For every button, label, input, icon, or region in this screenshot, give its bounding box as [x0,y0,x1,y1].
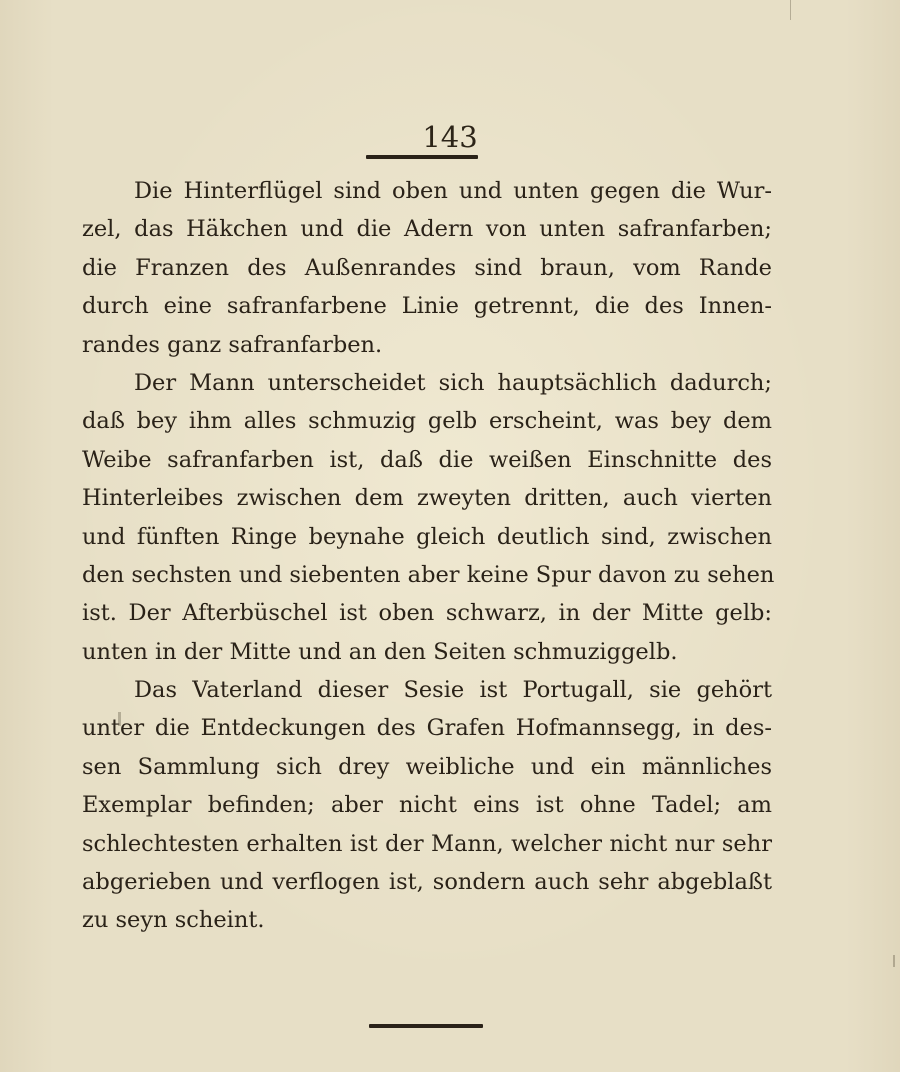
text-line: Hinterleibes zwischen dem zweyten dritten, auch vierten [82,485,772,512]
text-line: durch eine safranfarbene Linie getrennt, die des Innen- [82,293,772,320]
header-rule [366,155,478,159]
text-line: Die Hinterflügel sind oben und unten gegen die Wur- [134,178,772,204]
text-line: unten in der Mitte und an den Seiten schmuziggelb. [82,638,678,665]
body-text [82,172,775,940]
text-line: Das Vaterland dieser Sesie ist Portugall, sie gehört [134,677,772,704]
text-line: die Franzen des Außenrandes sind braun, vom Rande [82,254,772,281]
text-line: zu seyn scheint. [82,907,265,934]
text-line: unter die Entdeckungen des Grafen Hofmannsegg, in des- [82,715,772,742]
paper-speck [790,0,791,20]
paragraph [82,364,775,671]
paper-speck [893,955,895,967]
paragraph [82,172,772,364]
page-number: 143 [422,120,478,154]
text-line: Der Mann unterscheidet sich hauptsächlich dadurch; [134,369,772,396]
text-line: und fünften Ringe beynahe gleich deutlich sind, zwischen [82,523,772,550]
text-line: abgerieben und verflogen ist, sondern auch sehr abgeblaßt [82,869,772,896]
text-line: sen Sammlung sich drey weibliche und ein männliches [82,753,772,780]
text-line: Exemplar befinden; aber nicht eins ist ohne Tadel; am [82,792,772,819]
footer-rule [369,1024,483,1028]
paragraph [82,671,772,940]
text-line: ist. Der Afterbüschel ist oben schwarz, in der Mitte gelb: [82,600,772,627]
text-line: randes ganz safranfarben. [82,331,383,358]
text-line: den sechsten und siebenten aber keine Spur davon zu sehen [82,561,775,588]
text-line: zel, das Häkchen und die Adern von unten safranfarben; [82,216,772,243]
paper-speck [118,712,121,726]
text-line: Weibe safranfarben ist, daß die weißen Einschnitte des [82,446,772,473]
text-line: schlechtesten erhalten ist der Mann, welcher nicht nur sehr [82,830,772,857]
text-line: daß bey ihm alles schmuzig gelb erscheint, was bey dem [82,408,772,435]
